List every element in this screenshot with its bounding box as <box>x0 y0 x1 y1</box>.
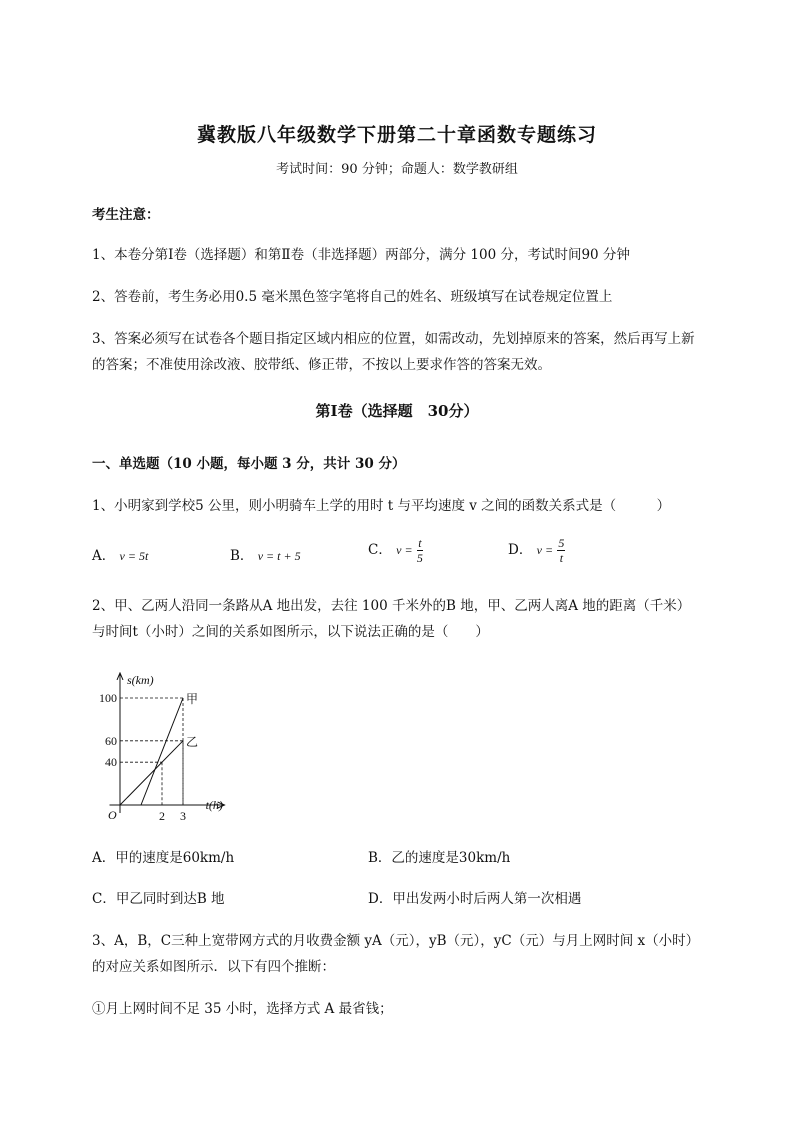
option-lhs: v = <box>536 543 554 557</box>
fraction-denominator: 5 <box>416 551 423 565</box>
option-label: C． <box>92 891 116 907</box>
page-title: 冀教版八年级数学下册第二十章函数专题练习 <box>196 124 597 146</box>
option-label: B． <box>230 548 254 564</box>
notice-item: 2、答卷前，考生务必用0.5 毫米黑色签字笔将自己的姓名、班级填写在试卷规定位置上 <box>92 289 613 305</box>
option-expr: v = t + 5 <box>257 549 301 563</box>
notice-item: 3、答案必须写在试卷各个题目指定区域内相应的位置，如需改动，先划掉原来的答案，然后再写上新 <box>92 331 695 347</box>
exam-info: 考试时间：90 分钟；命题人：数学教研组 <box>276 162 518 177</box>
q2-option-a[interactable] <box>92 846 234 866</box>
question-2-stem: 2、甲、乙两人沿同一条路从A 地出发，去往 100 千米外的B 地，甲、乙两人离A 地的距离（千米） <box>92 598 691 614</box>
y-axis-label: s(km) <box>127 672 154 687</box>
notice-heading: 考生注意： <box>92 207 160 223</box>
option-label: D． <box>368 891 393 907</box>
q1-option-b[interactable] <box>230 544 301 564</box>
fraction <box>557 536 565 565</box>
series-label: 甲 <box>186 692 199 706</box>
x-tick-label: 3 <box>180 809 186 823</box>
option-text: 甲出发两小时后两人第一次相遇 <box>392 891 582 907</box>
fraction-numerator: t <box>418 536 422 550</box>
origin-label: O <box>108 808 117 822</box>
question-3-stem: 3、A，B，C三种上宽带网方式的月收费金额 yA（元），yB（元），yC（元）与月上网时间 x（小时） <box>92 933 700 949</box>
x-tick-label: 2 <box>159 809 165 823</box>
fraction <box>417 536 423 565</box>
option-text: 甲的速度是60km/h <box>115 850 235 866</box>
q2-option-b[interactable] <box>368 846 510 866</box>
fraction-denominator: t <box>559 551 564 565</box>
option-text: 甲乙同时到达B 地 <box>115 891 225 907</box>
section-title: 第Ⅰ卷（选择题 30分） <box>315 402 479 420</box>
option-label: A． <box>92 548 116 564</box>
y-tick-label: 40 <box>105 755 117 770</box>
option-label: B． <box>368 850 392 866</box>
q2-option-d[interactable] <box>368 887 581 907</box>
notice-item: 1、本卷分第Ⅰ卷（选择题）和第Ⅱ卷（非选择题）两部分，满分 100 分，考试时间90 分钟 <box>92 247 630 263</box>
option-label: A． <box>92 850 116 866</box>
option-lhs: v = <box>396 543 413 557</box>
part-heading: 一、单选题（10 小题，每小题 3 分，共计 30 分） <box>92 456 406 472</box>
option-label: D． <box>508 542 533 558</box>
notice-item: 的答案；不准使用涂改液、胶带纸、修正带，不按以上要求作答的答案无效。 <box>92 357 551 373</box>
option-expr: v = 5t <box>119 549 149 563</box>
fraction-numerator: 5 <box>558 536 565 550</box>
q1-option-c[interactable] <box>368 536 423 565</box>
option-text: 乙的速度是30km/h <box>391 850 511 866</box>
inference-1: ①月上网时间不足 35 小时，选择方式 A 最省钱； <box>92 1001 393 1017</box>
question-1-stem: 1、小明家到学校5 公里，则小明骑车上学的用时 t 与平均速度 v 之间的函数关系式是（ ） <box>92 498 671 514</box>
q1-option-a[interactable] <box>92 544 148 564</box>
y-tick-label: 60 <box>105 733 117 748</box>
question-3-stem: 的对应关系如图所示．以下有四个推断： <box>92 959 335 975</box>
y-tick-label: 100 <box>99 691 117 705</box>
q1-option-d[interactable] <box>508 536 565 565</box>
q2-option-c[interactable] <box>92 887 225 907</box>
option-label: C． <box>368 542 392 558</box>
question-2-stem: 与时间t（小时）之间的关系如图所示，以下说法正确的是（ ） <box>92 624 489 640</box>
x-axis-label: t(h) <box>205 798 223 812</box>
series-label: 乙 <box>186 734 199 749</box>
distance-time-chart <box>92 655 262 825</box>
series-line <box>120 741 183 805</box>
